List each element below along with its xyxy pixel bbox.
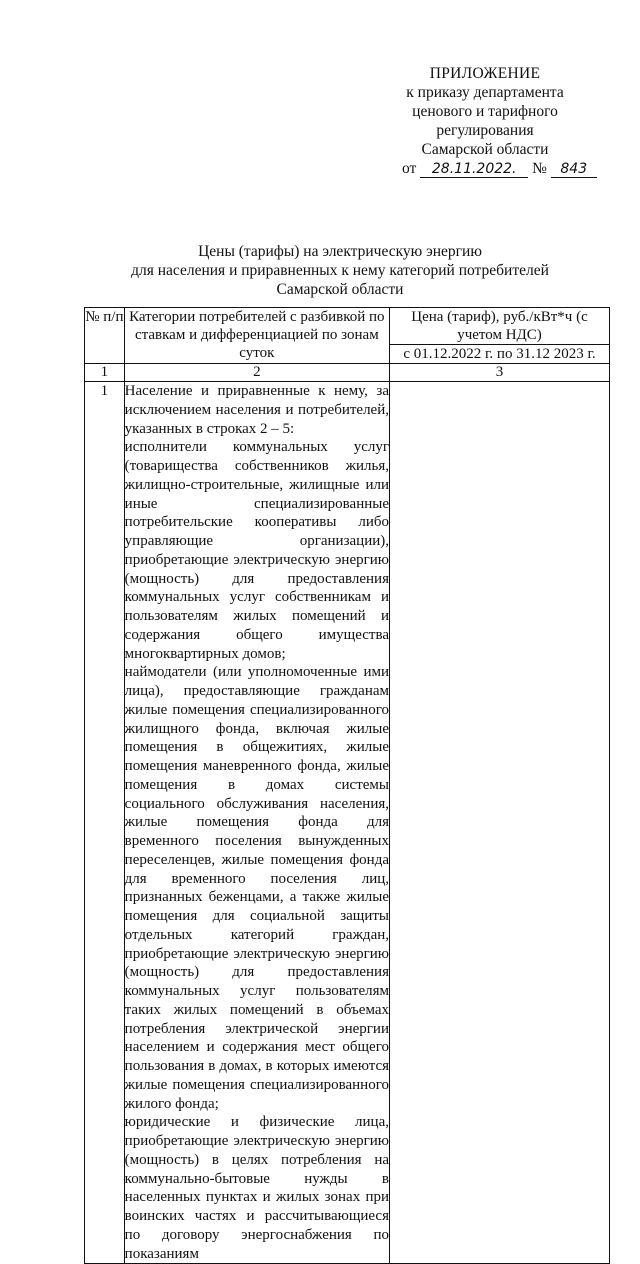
column-number: 3 (390, 364, 610, 382)
category-description (124, 382, 389, 1264)
title-line: Цены (тарифы) на электрическую энергию (198, 243, 482, 260)
appendix-title: ПРИЛОЖЕНИЕ (429, 65, 541, 82)
order-date-line (400, 159, 588, 178)
appendix-line: ценового и тарифного (412, 103, 558, 120)
document-title (90, 242, 590, 299)
appendix-line: к приказу департамента (406, 84, 564, 101)
tariff-table (84, 307, 610, 1264)
column-number-row (85, 364, 610, 382)
category-paragraph: юридические и физические лица, приобретающие электрическую энергию (мощность) в целях потребления на коммунально-бытовые нужды в населенных пунктах и жилых зонах при воинских частях и рассчитывающиеся по договору энергоснабжения по показаниям (124, 1114, 389, 1262)
title-line: Самарской области (276, 281, 404, 298)
header-category: Категории потребителей с разбивкой по ставкам и дифференциацией по зонам суток (124, 308, 389, 364)
category-paragraph: Население и приравненные к нему, за исключением населения и потребителей, указанных в строках 2 – 5: (124, 383, 389, 437)
appendix-block (400, 64, 588, 178)
price-cell (390, 382, 610, 1264)
date-prefix: от (402, 160, 417, 177)
table-row (85, 382, 610, 1264)
header-price: Цена (тариф), руб./кВт*ч (с учетом НДС) (390, 308, 610, 345)
category-paragraph: исполнители коммунальных услуг (товарищества собственников жилья, жилищно-строительные, жилищные или иные специализированные потребительские кооперативы либо управляющие организации), приобретающие электрическую энергию (мощность) для предоставления коммунальных услуг собственникам и пользователям жилых помещений и содержания общего имущества многоквартирных домов; (124, 439, 389, 662)
column-number: 1 (85, 364, 125, 382)
handwritten-order-number: 843 (551, 161, 597, 178)
category-paragraph: наймодатели (или уполномоченные ими лица), предоставляющие гражданам жилые помещения специализированного жилищного фонда, включая жилые помещения в общежитиях, жилые помещения маневренного фонда, жилые помещения в домах системы социального обслуживания населения, жилые помещения фонда для временного поселения вынужденных переселенцев, жилые помещения фонда для временного поселения лиц, признанных беженцами, а также жилые помещения для социальной защиты отдельных категорий граждан, приобретающие электрическую энергию (мощность) для предоставления коммунальных услуг пользователям таких жилых помещений в объемах потребления электрической энергии населением и содержания мест общего пользования в домах, в которых имеются жилые помещения специализированного жилого фонда; (124, 664, 389, 1112)
header-period: с 01.12.2022 г. по 31.12 2023 г. (390, 345, 610, 364)
title-line: для населения и приравненных к нему категорий потребителей (131, 262, 549, 279)
number-prefix: № (532, 160, 547, 177)
appendix-line: регулирования (436, 122, 534, 139)
header-number: № п/п (85, 308, 125, 364)
handwritten-date: 28.11.2022. (420, 161, 528, 178)
appendix-line: Самарской области (421, 141, 549, 158)
column-number: 2 (124, 364, 389, 382)
table-header-row (85, 308, 610, 345)
row-number: 1 (85, 382, 125, 1264)
